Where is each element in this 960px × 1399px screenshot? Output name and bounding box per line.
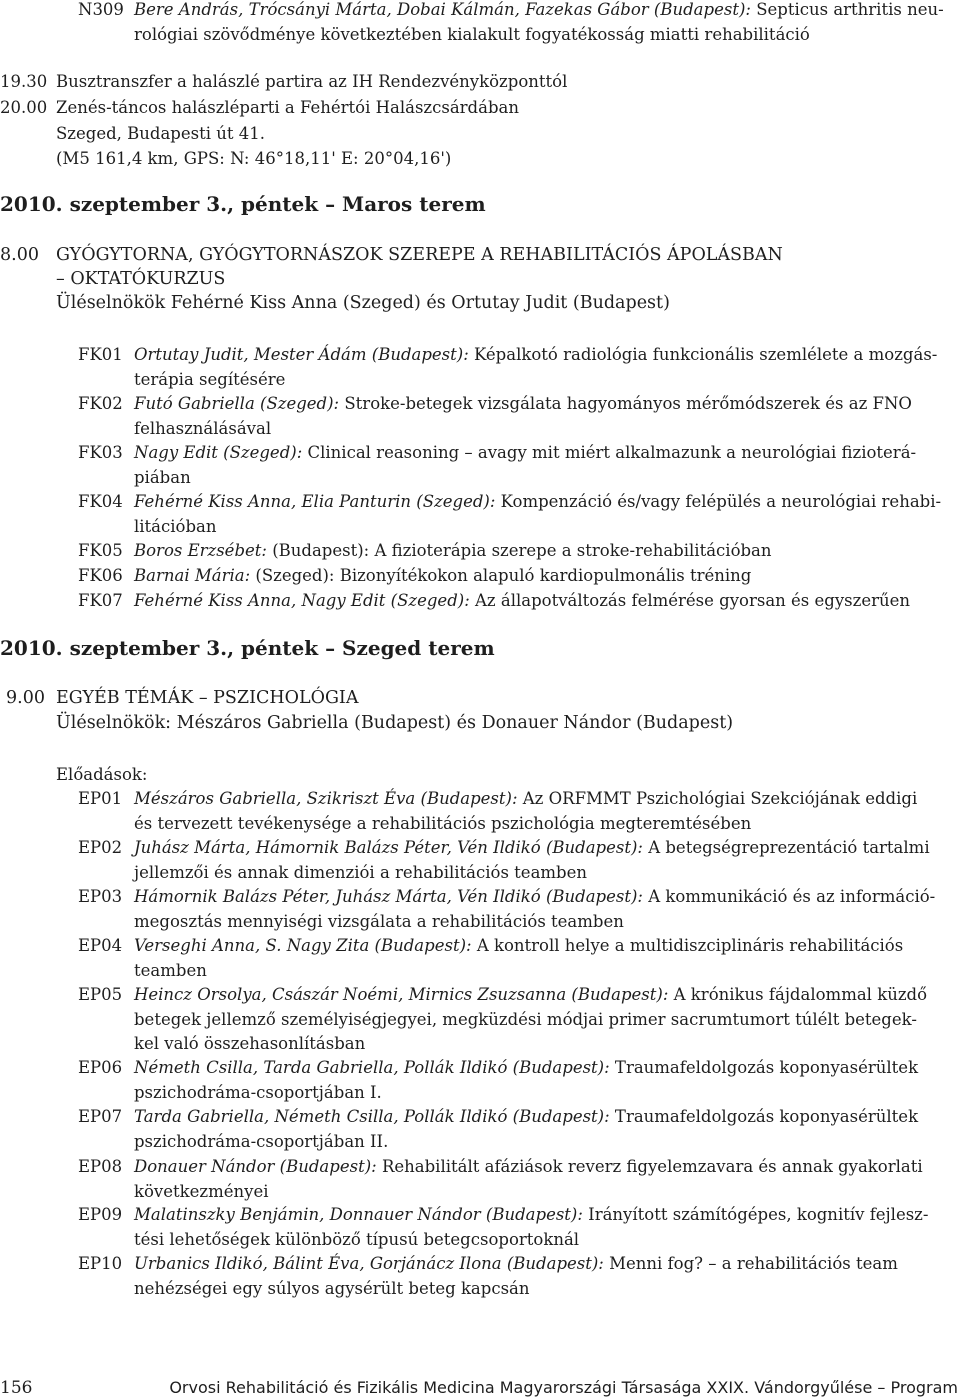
item-title-cont: felhasználásával (134, 418, 272, 438)
item-title: Clinical reasoning – avagy mit miért alkalmazunk a neurológiai fizioterá- (302, 443, 917, 462)
item-title: A kontroll helye a multidiszciplináris rehabilitációs (471, 936, 904, 955)
item-title-cont: tési lehetőségek különböző típusú betegcsoportoknál (134, 1229, 580, 1249)
program-item (134, 441, 954, 490)
item-authors: Fehérné Kiss Anna, Elia Panturin (Szeged): (134, 492, 496, 511)
day-heading: 2010. szeptember 3., péntek – Szeged terem (0, 636, 495, 660)
item-code: EP09 (78, 1205, 123, 1224)
item-title: Traumafeldolgozás koponyasérültek (609, 1107, 919, 1126)
item-title-cont: rológiai szövődménye következtében kialakult fogyatékosság miatti rehabilitáció (134, 24, 810, 44)
session-chairs: Üléselnökök Fehérné Kiss Anna (Szeged) és Ortutay Judit (Budapest) (56, 293, 670, 313)
item-title: A betegségreprezentáció tartalmi (642, 838, 930, 857)
schedule-time: 19.30 (0, 72, 48, 91)
session-time: 8.00 (0, 245, 39, 265)
program-item (134, 1105, 954, 1154)
item-code: FK03 (78, 443, 123, 462)
item-code: FK01 (78, 345, 123, 364)
item-code: EP06 (78, 1058, 123, 1077)
item-title-cont: litációban (134, 516, 217, 536)
item-authors: Mészáros Gabriella, Szikriszt Éva (Budapest): (134, 789, 518, 808)
day-heading: 2010. szeptember 3., péntek – Maros terem (0, 192, 486, 216)
item-authors: Németh Csilla, Tarda Gabriella, Pollák Ildikó (Budapest): (134, 1058, 610, 1077)
item-code: EP10 (78, 1254, 123, 1273)
item-code: EP05 (78, 985, 123, 1004)
item-authors: Fehérné Kiss Anna, Nagy Edit (Szeged): (134, 591, 470, 610)
item-code: EP08 (78, 1157, 123, 1176)
item-title: Rehabilitált afáziások reverz figyelemzavara és annak gyakorlati (376, 1157, 923, 1176)
item-code: FK07 (78, 591, 123, 610)
item-authors: Urbanics Ildikó, Bálint Éva, Gorjánácz Ilona (Budapest): (134, 1254, 604, 1273)
venue-gps: (M5 161,4 km, GPS: N: 46°18,11' E: 20°04,16') (56, 149, 452, 168)
program-item (134, 0, 954, 47)
session-title: GYÓGYTORNA, GYÓGYTORNÁSZOK SZEREPE A REHABILITÁCIÓS ÁPOLÁSBAN (56, 245, 783, 265)
program-item (134, 392, 954, 441)
footer-title: Orvosi Rehabilitáció és Fizikális Medicina Magyarországi Társasága XXIX. Vándorgyűlése – Program (169, 1378, 958, 1397)
session-time: 9.00 (6, 688, 45, 708)
item-title: (Szeged): Bizonyítékokon alapuló kardiopulmonális tréning (250, 566, 752, 585)
program-item (134, 787, 954, 836)
program-item (134, 343, 954, 392)
program-item (134, 589, 954, 614)
item-authors: Verseghi Anna, S. Nagy Zita (Budapest): (134, 936, 472, 955)
program-item (134, 1056, 954, 1105)
page-number: 156 (0, 1378, 33, 1398)
item-code: EP01 (78, 789, 123, 808)
schedule-time: 20.00 (0, 98, 48, 117)
item-authors: Donauer Nándor (Budapest): (134, 1157, 377, 1176)
item-title: Traumafeldolgozás koponyasérültek (609, 1058, 919, 1077)
item-code: N309 (78, 0, 124, 19)
item-title: Irányított számítógépes, kognitív fejlesz- (582, 1205, 929, 1224)
item-title-cont: és tervezett tevékenysége a rehabilitációs pszichológia megteremtésében (134, 813, 752, 833)
program-item (134, 1155, 954, 1204)
program-item (134, 1252, 954, 1301)
item-title-cont: kel való összehasonlításban (134, 1034, 366, 1053)
session-title: EGYÉB TÉMÁK – PSZICHOLÓGIA (56, 688, 359, 708)
item-title: A kommunikáció és az információ- (642, 887, 936, 906)
item-title-cont: megosztás mennyiségi vizsgálata a rehabilitációs teamben (134, 911, 624, 931)
item-authors: Tarda Gabriella, Németh Csilla, Pollák Ildikó (Budapest): (134, 1107, 610, 1126)
item-authors: Juhász Márta, Hámornik Balázs Péter, Vén Ildikó (Budapest): (134, 838, 643, 857)
item-authors: Ortutay Judit, Mester Ádám (Budapest): (134, 345, 469, 364)
item-title: Menni fog? – a rehabilitációs team (603, 1254, 898, 1273)
session-chairs: Üléselnökök: Mészáros Gabriella (Budapest) és Donauer Nándor (Budapest) (56, 713, 734, 733)
item-authors: Heincz Orsolya, Császár Noémi, Mirnics Zsuzsanna (Budapest): (134, 985, 669, 1004)
schedule-text: Zenés-táncos halászléparti a Fehértói Halászcsárdában (56, 98, 519, 117)
item-authors: Barnai Mária: (134, 566, 251, 585)
item-code: FK05 (78, 541, 123, 560)
item-code: EP07 (78, 1107, 123, 1126)
program-item (134, 934, 954, 983)
item-code: FK04 (78, 492, 123, 511)
item-title: Képalkotó radiológia funkcionális szemlélete a mozgás- (468, 345, 938, 364)
item-title-cont: piában (134, 467, 191, 487)
venue-address: Szeged, Budapesti út 41. (56, 124, 265, 143)
item-title-cont: betegek jellemző személyiségjegyei, megküzdési módjai primer sacrumtumort túlélt betegek- (134, 1009, 917, 1029)
item-title-cont: nehézségei egy súlyos agysérült beteg kapcsán (134, 1278, 530, 1298)
item-title: Stroke-betegek vizsgálata hagyományos mérőmódszerek és az FNO (339, 394, 912, 413)
program-item (134, 564, 954, 589)
item-title: Az ORFMMT Pszichológiai Szekciójának eddigi (517, 789, 918, 808)
item-authors: Boros Erzsébet: (134, 541, 267, 560)
program-item (134, 983, 954, 1057)
item-authors: Malatinszky Benjámin, Donnauer Nándor (Budapest): (134, 1205, 583, 1224)
item-title-cont: teamben (134, 960, 207, 980)
program-item (134, 490, 954, 539)
item-title-cont: következményei (134, 1181, 269, 1201)
item-title: (Budapest): A fizioterápia szerepe a stroke-rehabilitációban (266, 541, 772, 560)
item-title: A krónikus fájdalommal küzdő (668, 985, 928, 1004)
session-subtitle: – OKTATÓKURZUS (56, 269, 226, 289)
item-title-cont: pszichodráma-csoportjában II. (134, 1131, 389, 1151)
program-item (134, 885, 954, 934)
item-code: EP02 (78, 838, 123, 857)
item-authors: Hámornik Balázs Péter, Juhász Márta, Vén Ildikó (Budapest): (134, 887, 643, 906)
program-item (134, 836, 954, 885)
item-title-cont: terápia segítésére (134, 369, 286, 389)
item-code: FK02 (78, 394, 123, 413)
item-title-cont: pszichodráma-csoportjában I. (134, 1082, 382, 1102)
schedule-text: Busztranszfer a halászlé partira az IH Rendezvényközponttól (56, 72, 568, 91)
item-title: Az állapotváltozás felmérése gyorsan és egyszerűen (469, 591, 910, 610)
item-title: Kompenzáció és/vagy felépülés a neurológiai rehabi- (495, 492, 942, 511)
item-authors: Bere András, Trócsányi Márta, Dobai Kálmán, Fazekas Gábor (Budapest): (134, 0, 751, 19)
program-item (134, 539, 954, 564)
item-code: FK06 (78, 566, 123, 585)
item-code: EP03 (78, 887, 123, 906)
item-code: EP04 (78, 936, 123, 955)
item-title: Septicus arthritis neu- (750, 0, 944, 19)
item-authors: Nagy Edit (Szeged): (134, 443, 303, 462)
item-authors: Futó Gabriella (Szeged): (134, 394, 340, 413)
item-title-cont: jellemzői és annak dimenziói a rehabilitációs teamben (134, 862, 588, 882)
program-item (134, 1203, 954, 1252)
talks-label: Előadások: (56, 765, 148, 784)
